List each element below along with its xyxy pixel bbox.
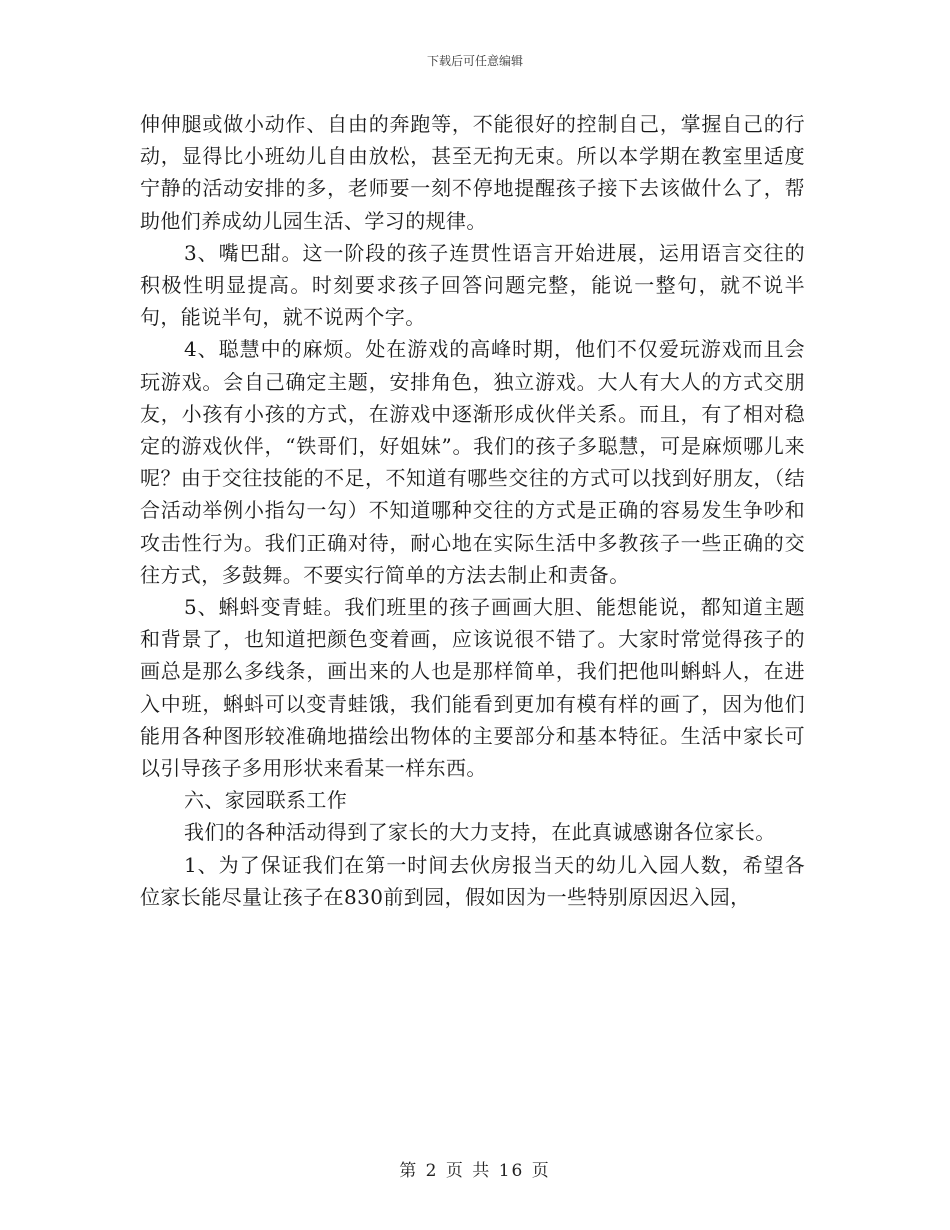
document-body <box>140 108 805 913</box>
section-heading: 六、家园联系工作 <box>184 788 348 813</box>
paragraph-item-1: 1、为了保证我们在第一时间去伙房报当天的幼儿入园人数，希望各位家长能尽量让孩子在830前到园，假如因为一些特别原因迟入园， <box>140 852 805 909</box>
paragraph-thanks: 我们的各种活动得到了家长的大力支持，在此真诚感谢各位家长。 <box>184 820 776 845</box>
page-footer: 第 2 页 共 16 页 <box>399 1161 551 1181</box>
paragraph-item-5: 5、蝌蚪变青蛙。我们班里的孩子画画大胆、能想能说，都知道主题和背景了，也知道把颜色变着画，应该说很不错了。大家时常觉得孩子的画总是那么多线条，画出来的人也是那样简单，我们把他叫蝌蚪人，在进入中班，蝌蚪可以变青蛙饿，我们能看到更加有模有样的画了，因为他们能用各种图形较准确地描绘出物体的主要部分和基本特征。生活中家长可以引导孩子多用形状来看某一样东西。 <box>140 595 805 781</box>
page-header: 下载后可任意编辑 <box>426 54 523 68</box>
paragraph-continuation: 伸伸腿或做小动作、自由的奔跑等，不能很好的控制自己，掌握自己的行动，显得比小班幼儿自由放松，甚至无拘无束。所以本学期在教室里适度宁静的活动安排的多，老师要一刻不停地提醒孩子接下去该做什么了，帮助他们养成幼儿园生活、学习的规律。 <box>140 112 805 233</box>
paragraph-item-3: 3、嘴巴甜。这一阶段的孩子连贯性语言开始进展，运用语言交往的积极性明显提高。时刻要求孩子回答问题完整，能说一整句，就不说半句，能说半句，就不说两个字。 <box>140 240 805 330</box>
paragraph-item-4: 4、聪慧中的麻烦。处在游戏的高峰时期，他们不仅爱玩游戏而且会玩游戏。会自己确定主题，安排角色，独立游戏。大人有大人的方式交朋友，小孩有小孩的方式，在游戏中逐渐形成伙伴关系。而且，有了相对稳定的游戏伙伴，“铁哥们，好姐妹”。我们的孩子多聪慧，可是麻烦哪儿来呢？由于交往技能的不足，不知道有哪些交往的方式可以找到好朋友，（结合活动举例小指勾一勾）不知道哪种交往的方式是正确的容易发生争吵和攻击性行为。我们正确对待，耐心地在实际生活中多教孩子一些正确的交往方式，多鼓舞。不要实行简单的方法去制止和责备。 <box>140 337 805 587</box>
